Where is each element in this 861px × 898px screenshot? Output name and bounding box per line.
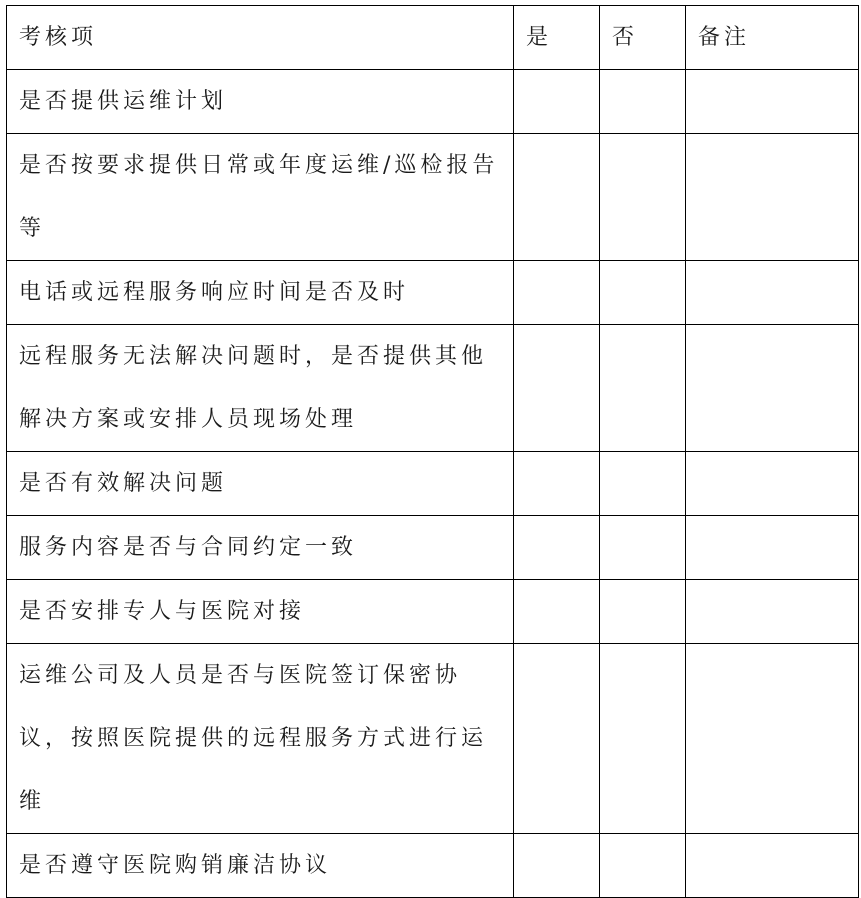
header-no: 否: [600, 6, 686, 70]
no-cell[interactable]: [600, 70, 686, 134]
yes-cell[interactable]: [514, 452, 600, 516]
table-row: [7, 261, 859, 325]
no-cell[interactable]: [600, 325, 686, 452]
note-cell[interactable]: [686, 261, 859, 325]
header-row: [7, 6, 859, 70]
no-cell[interactable]: [600, 834, 686, 898]
table-row: [7, 325, 859, 452]
yes-cell[interactable]: [514, 516, 600, 580]
note-cell[interactable]: [686, 516, 859, 580]
note-cell[interactable]: [686, 325, 859, 452]
yes-cell[interactable]: [514, 134, 600, 261]
item-cell: 是否提供运维计划: [7, 70, 514, 134]
item-cell: 是否安排专人与医院对接: [7, 580, 514, 644]
yes-cell[interactable]: [514, 580, 600, 644]
note-cell[interactable]: [686, 644, 859, 834]
no-cell[interactable]: [600, 580, 686, 644]
header-note: 备注: [686, 6, 859, 70]
table-row: [7, 580, 859, 644]
table-row: [7, 516, 859, 580]
assessment-table: [6, 5, 859, 898]
no-cell[interactable]: [600, 134, 686, 261]
yes-cell[interactable]: [514, 834, 600, 898]
no-cell[interactable]: [600, 261, 686, 325]
no-cell[interactable]: [600, 516, 686, 580]
item-cell: 是否有效解决问题: [7, 452, 514, 516]
yes-cell[interactable]: [514, 644, 600, 834]
table-row: [7, 644, 859, 834]
item-cell: 是否遵守医院购销廉洁协议: [7, 834, 514, 898]
table-row: [7, 70, 859, 134]
note-cell[interactable]: [686, 134, 859, 261]
yes-cell[interactable]: [514, 325, 600, 452]
note-cell[interactable]: [686, 452, 859, 516]
no-cell[interactable]: [600, 452, 686, 516]
note-cell[interactable]: [686, 580, 859, 644]
item-cell: 电话或远程服务响应时间是否及时: [7, 261, 514, 325]
table-row: [7, 134, 859, 261]
note-cell[interactable]: [686, 70, 859, 134]
item-cell: 运维公司及人员是否与医院签订保密协议，按照医院提供的远程服务方式进行运维: [7, 644, 514, 834]
table-row: [7, 452, 859, 516]
item-cell: 服务内容是否与合同约定一致: [7, 516, 514, 580]
header-yes: 是: [514, 6, 600, 70]
yes-cell[interactable]: [514, 261, 600, 325]
item-cell: 远程服务无法解决问题时，是否提供其他解决方案或安排人员现场处理: [7, 325, 514, 452]
table-row: [7, 834, 859, 898]
note-cell[interactable]: [686, 834, 859, 898]
item-cell: 是否按要求提供日常或年度运维/巡检报告等: [7, 134, 514, 261]
yes-cell[interactable]: [514, 70, 600, 134]
no-cell[interactable]: [600, 644, 686, 834]
header-item: 考核项: [7, 6, 514, 70]
